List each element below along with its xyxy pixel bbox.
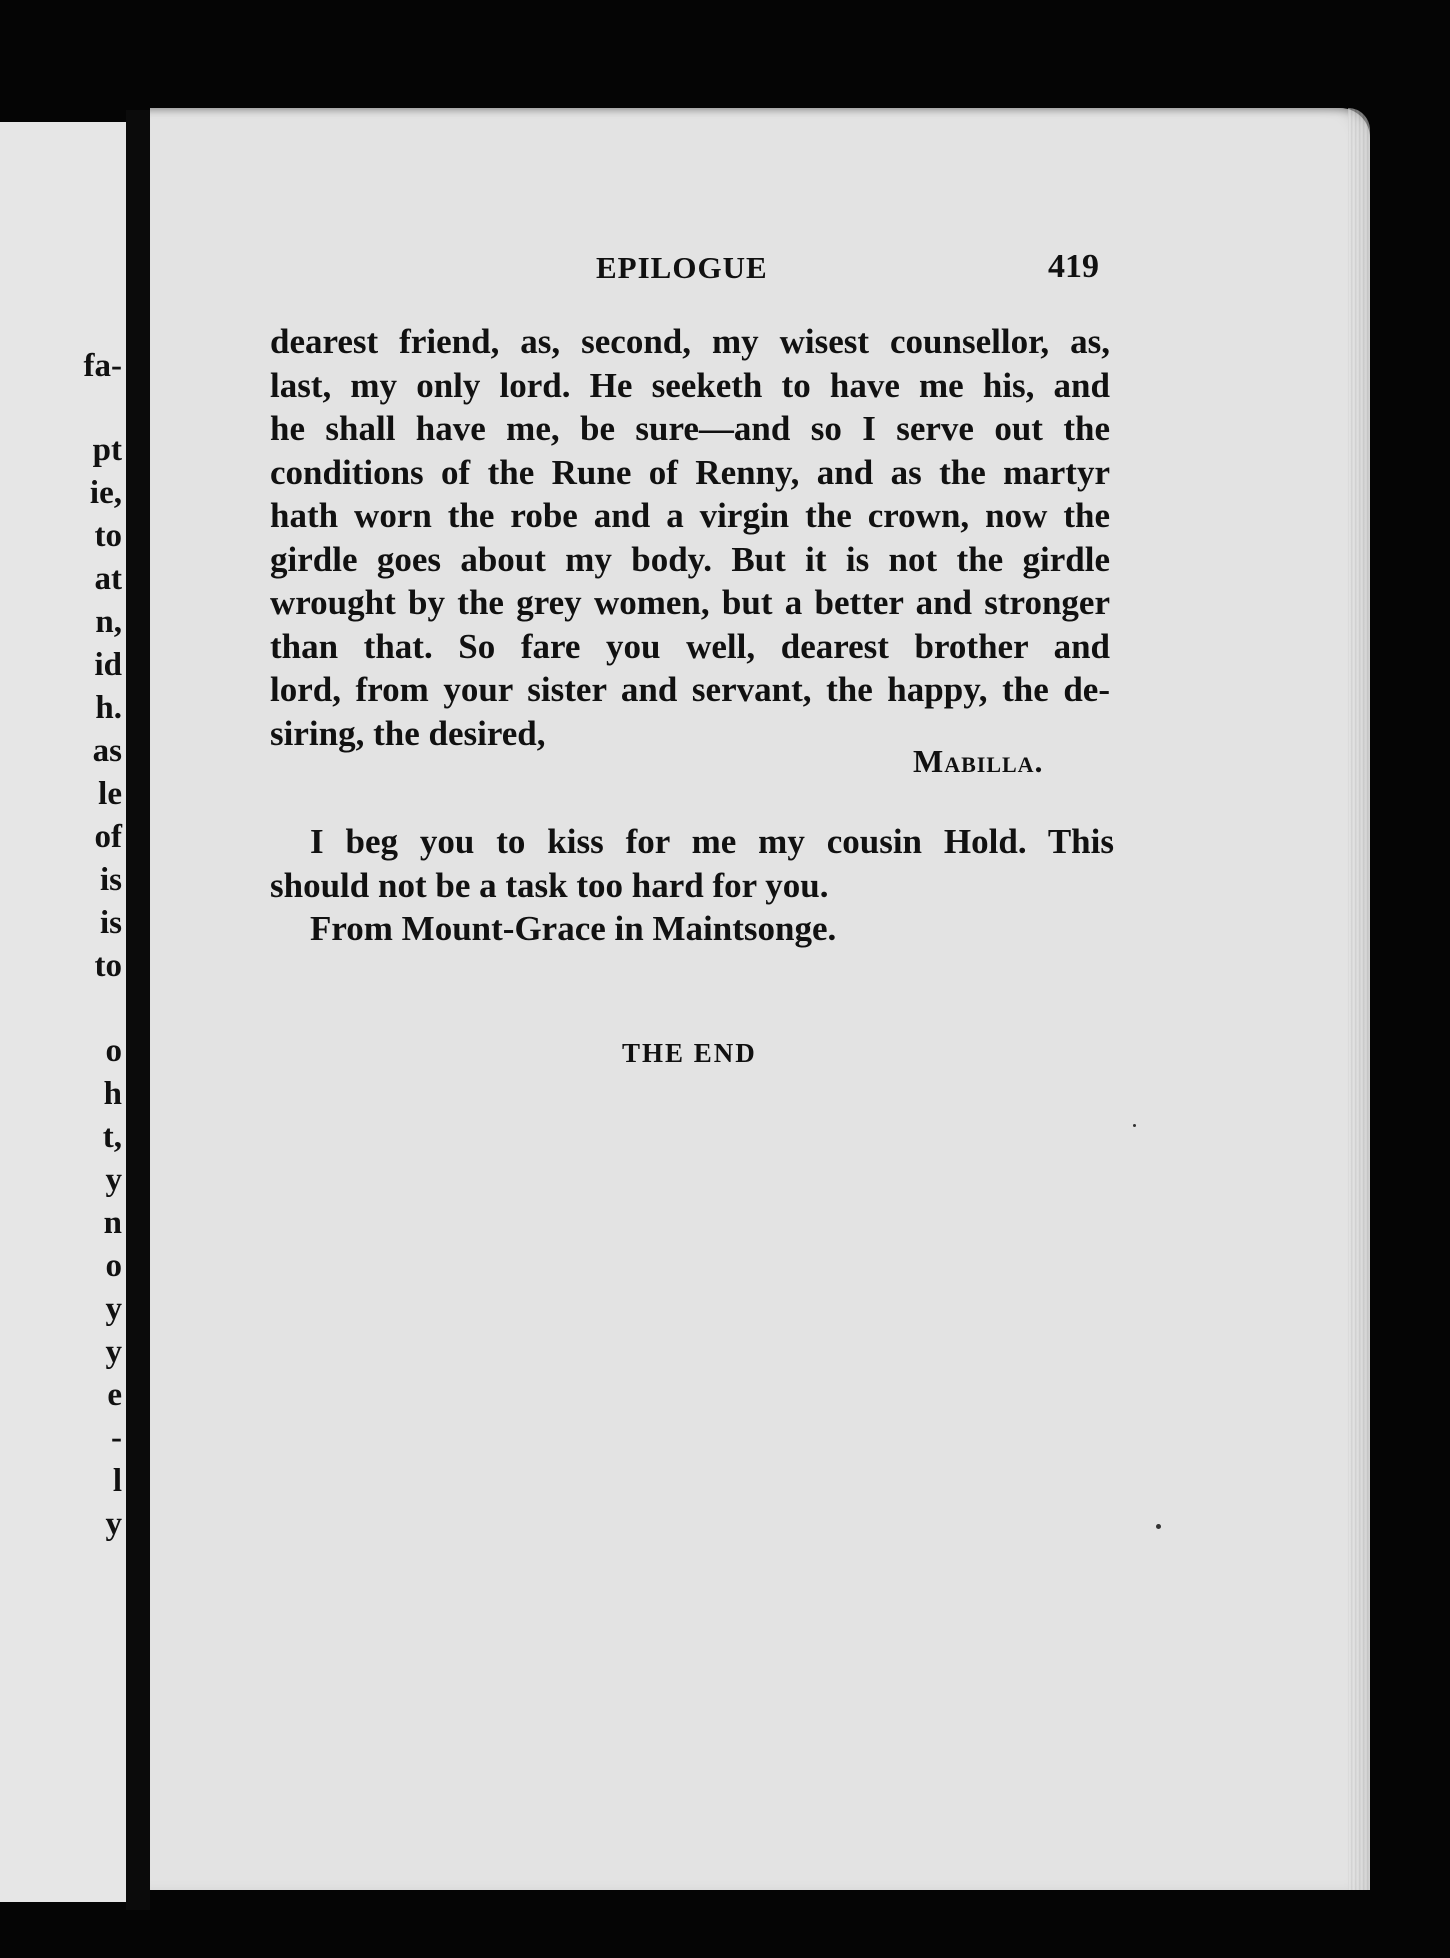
text-line: siring, the desired, [270, 713, 546, 753]
right-page [150, 108, 1370, 1890]
left-fragment: is [99, 862, 122, 898]
left-fragment: le [98, 776, 122, 812]
text-line: dearest friend, as, second, my wisest counsellor, as, [270, 322, 1110, 361]
left-fragment: h. [95, 690, 122, 726]
left-fragment: y [105, 1506, 122, 1542]
text-line: should not be a task too hard for you. [270, 865, 829, 905]
left-fragment: n [103, 1205, 122, 1241]
left-fragment: l [112, 1463, 122, 1499]
book-gutter [126, 110, 150, 1910]
left-fragment: y [105, 1162, 122, 1198]
postscript [270, 820, 1114, 951]
text-line: he shall have me, be sure—and so I serve out the [270, 409, 1110, 448]
text-line: From Mount-Grace in Maintsonge. [310, 909, 837, 948]
left-page-text-fragments [0, 122, 126, 1902]
text-line: lord, from your sister and servant, the happy, the de- [270, 670, 1110, 709]
left-fragment: at [94, 561, 122, 597]
left-facing-page [0, 122, 126, 1902]
left-fragment: fa- [83, 348, 122, 384]
left-fragment: as [92, 733, 122, 769]
text-line: than that. So fare you well, dearest brother and [270, 626, 1110, 666]
page-number: 419 [1048, 248, 1099, 285]
left-fragment: to [94, 518, 122, 554]
left-fragment: to [94, 948, 122, 984]
left-fragment: e [107, 1377, 122, 1413]
left-fragment: t, [102, 1119, 122, 1155]
left-fragment: is [99, 905, 122, 941]
the-end-label: THE END [622, 1038, 757, 1068]
page-edge-shading [1348, 108, 1370, 1890]
left-fragment: of [94, 819, 122, 855]
left-fragment: - [111, 1420, 122, 1456]
text-line: I beg you to kiss for me my cousin Hold. This [310, 822, 1114, 861]
left-fragment: n, [95, 604, 122, 640]
text-line: hath worn the robe and a virgin the crown, now the [270, 496, 1110, 535]
text-line: last, my only lord. He seeketh to have me his, and [270, 365, 1110, 405]
left-fragment: h [103, 1076, 122, 1112]
paper-speck [1133, 1124, 1136, 1127]
text-line: wrought by the grey women, but a better and stronger [270, 583, 1110, 622]
left-fragment: id [94, 647, 122, 683]
text-line: girdle goes about my body. But it is not the girdle [270, 539, 1110, 579]
letter-body [270, 320, 1110, 755]
text-line: conditions of the Rune of Renny, and as the martyr [270, 452, 1110, 492]
left-fragment: ie, [89, 475, 122, 511]
left-fragment: o [105, 1033, 122, 1069]
running-head: EPILOGUE [596, 250, 768, 285]
left-fragment: y [105, 1334, 122, 1370]
left-fragment: o [105, 1248, 122, 1284]
left-fragment: y [105, 1291, 122, 1327]
paper-speck [1156, 1524, 1161, 1529]
letter-signature: Mabilla. [913, 743, 1044, 779]
left-fragment: pt [92, 432, 122, 468]
